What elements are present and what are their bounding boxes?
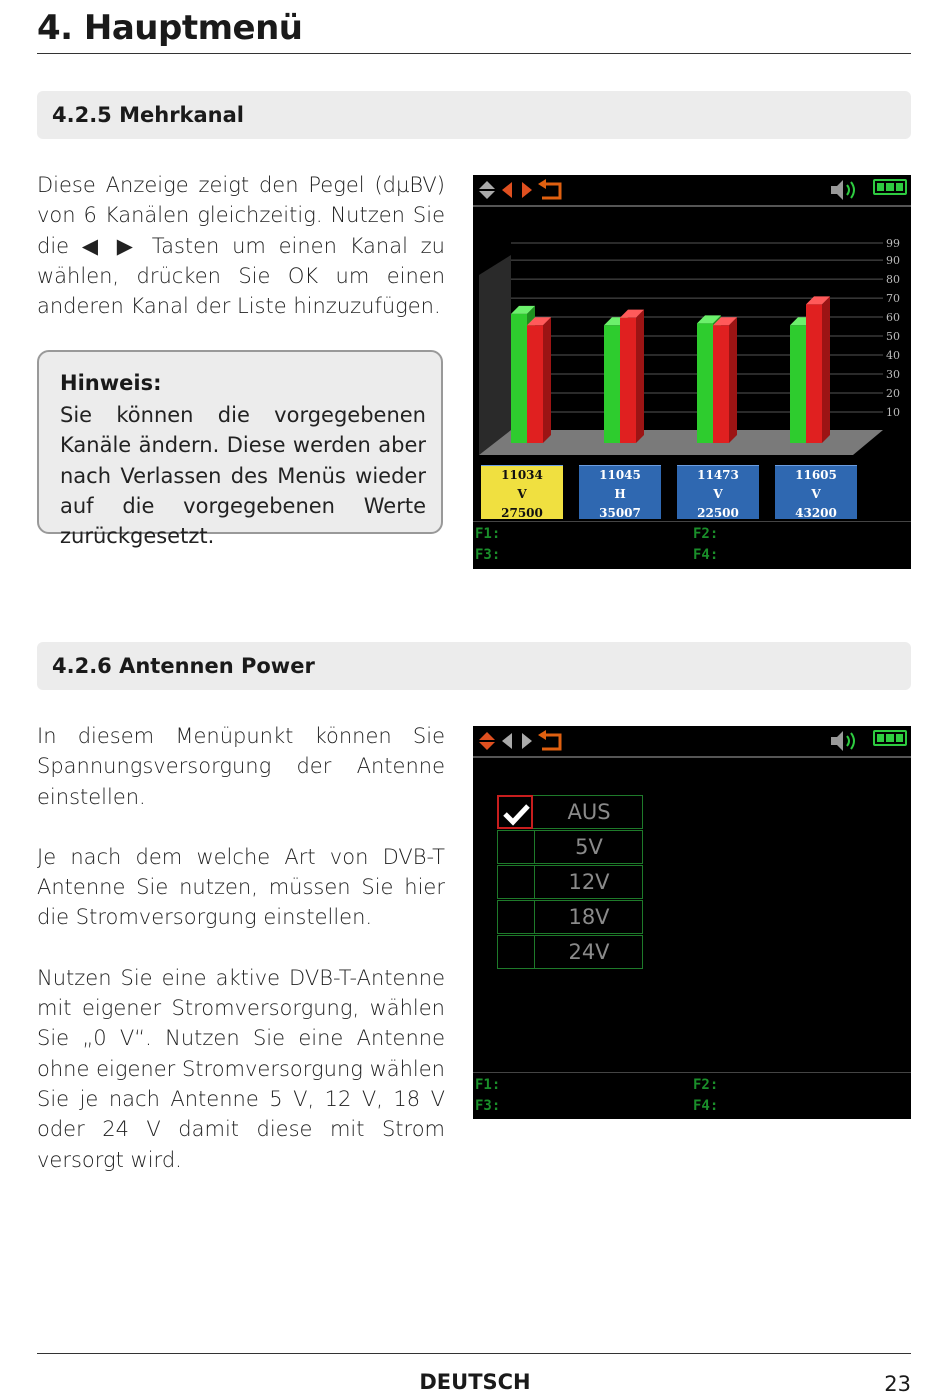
speaker-icon	[829, 728, 861, 754]
channel-sr: 43200	[795, 506, 837, 520]
paragraph: Diese Anzeige zeigt den Pegel (dµBV) von 6 Kanälen gleichzeitig. Nutzen Sie die ◀ ▶ Tasten um einen Kanal zu wählen, drücken Sie OK um einen anderen Kanal der Liste hinzuzufügen.	[37, 173, 445, 319]
bar-front	[806, 304, 822, 443]
channel-sr: 27500	[501, 506, 543, 520]
channel-freq: 11605	[795, 468, 837, 482]
fkey-f1[interactable]: F1:	[475, 1077, 501, 1093]
channel-pol: V	[713, 487, 723, 501]
function-keys	[473, 521, 911, 569]
channel-sr: 35007	[599, 506, 641, 520]
up-down-arrow-icon	[476, 730, 498, 752]
bar-11034-1	[527, 317, 551, 443]
paragraph: Je nach dem welche Art von DVB-T Antenne Sie nutzen, müssen Sie hier die Stromversorgung einstellen.	[37, 844, 445, 930]
antenna-power-screen	[473, 726, 911, 1119]
level-bar-chart	[473, 175, 911, 465]
function-keys	[473, 1072, 911, 1119]
bar-side	[729, 317, 737, 443]
y-tick-label: 50	[886, 330, 900, 344]
checkbox[interactable]	[498, 831, 535, 863]
fkeys-divider	[473, 521, 911, 522]
checkbox[interactable]	[498, 866, 535, 898]
fkey-f3[interactable]: F3:	[475, 547, 501, 563]
channel-freq: 11473	[697, 468, 739, 482]
bar-11045-1	[620, 310, 644, 443]
channel-pol: H	[614, 487, 626, 501]
bar-front	[604, 325, 620, 443]
y-tick-label: 80	[886, 273, 900, 287]
channel-freq: 11045	[599, 468, 641, 482]
y-tick-label: 60	[886, 311, 900, 325]
title-divider	[37, 53, 911, 54]
battery-icon	[873, 730, 907, 746]
note-text: Sie können die vorgegebenen Kanäle ändern. Diese werden aber nach Verlassen des Menüs wieder auf die vorgegebenen Werte zurückgesetzt.	[60, 403, 426, 549]
channel-freq: 11034	[501, 468, 543, 482]
checkmark-icon	[499, 797, 533, 829]
channel-sr: 22500	[697, 506, 739, 520]
checkbox[interactable]	[498, 936, 535, 968]
section-text	[37, 170, 445, 321]
option-label: 12V	[568, 870, 610, 894]
footer-language: DEUTSCH	[419, 1370, 531, 1394]
topbar-divider	[473, 756, 911, 758]
option-5v[interactable]	[497, 830, 643, 864]
option-24v[interactable]	[497, 935, 643, 969]
paragraph: Nutzen Sie eine aktive DVB-T-Antenne mit eigener Stromversorgung, wählen Sie „0 V“. Nutzen Sie eine Antenne ohne eigener Stromversorgung wählen Sie je nach Antenne 5 V, 12 V, 18 V oder 24 V damit diese mit Strom versorgt wird.	[37, 965, 445, 1172]
bar-front	[697, 323, 713, 443]
paragraph: In diesem Menüpunkt können Sie Spannungsversorgung der Antenne einstellen.	[37, 724, 445, 809]
fkeys-divider	[473, 1072, 911, 1073]
left-right-arrow-icon	[500, 730, 534, 752]
section-heading: 4.2.5 Mehrkanal	[52, 103, 245, 127]
fkey-f2[interactable]: F2:	[693, 526, 719, 542]
screen-topbar	[473, 726, 911, 756]
fkey-f2[interactable]: F2:	[693, 1077, 719, 1093]
fkey-f3[interactable]: F3:	[475, 1098, 501, 1114]
y-tick-label: 10	[886, 406, 900, 420]
y-tick-label: 20	[886, 387, 900, 401]
y-tick-label: 40	[886, 349, 900, 363]
section-heading: 4.2.6 Antennen Power	[52, 654, 315, 678]
bar-11473-1	[713, 317, 737, 443]
option-label: AUS	[567, 800, 611, 824]
fkey-f4[interactable]: F4:	[693, 1098, 719, 1114]
channel-box[interactable]	[677, 465, 759, 519]
checkbox[interactable]	[497, 795, 533, 829]
section-heading-bar	[37, 91, 911, 139]
option-aus[interactable]	[497, 795, 643, 829]
bar-side	[543, 317, 551, 443]
note-box	[37, 350, 443, 549]
nav-icons	[476, 730, 564, 752]
chapter-title: 4. Hauptmenü	[37, 8, 303, 48]
channel-box[interactable]	[775, 465, 857, 519]
option-label: 5V	[575, 835, 603, 859]
bar-side	[822, 296, 830, 443]
option-12v[interactable]	[497, 865, 643, 899]
bar-front	[527, 325, 543, 443]
section-heading-bar	[37, 642, 911, 690]
footer-divider	[37, 1353, 911, 1354]
fkey-f4[interactable]: F4:	[693, 547, 719, 563]
page-number: 23	[884, 1372, 911, 1396]
section-text	[37, 721, 445, 1175]
multichannel-screen	[473, 175, 911, 569]
option-label: 24V	[568, 940, 610, 964]
bar-side	[636, 310, 644, 443]
fkey-f1[interactable]: F1:	[475, 526, 501, 542]
bar-front	[713, 325, 729, 443]
option-label: 18V	[568, 905, 610, 929]
bar-front	[511, 314, 527, 443]
note-title: Hinweis:	[60, 371, 162, 395]
bar-front	[790, 325, 806, 443]
y-tick-label: 90	[886, 254, 900, 268]
channel-pol: V	[811, 487, 821, 501]
option-18v[interactable]	[497, 900, 643, 934]
bar-11605-1	[806, 296, 830, 443]
channel-box[interactable]	[481, 465, 563, 519]
back-arrow-icon	[536, 730, 564, 752]
channel-box[interactable]	[579, 465, 661, 519]
y-tick-label: 99	[886, 237, 900, 250]
bar-front	[620, 318, 636, 443]
y-tick-label: 70	[886, 292, 900, 306]
checkbox[interactable]	[498, 901, 535, 933]
channel-pol: V	[517, 487, 527, 501]
y-tick-label: 30	[886, 368, 900, 382]
